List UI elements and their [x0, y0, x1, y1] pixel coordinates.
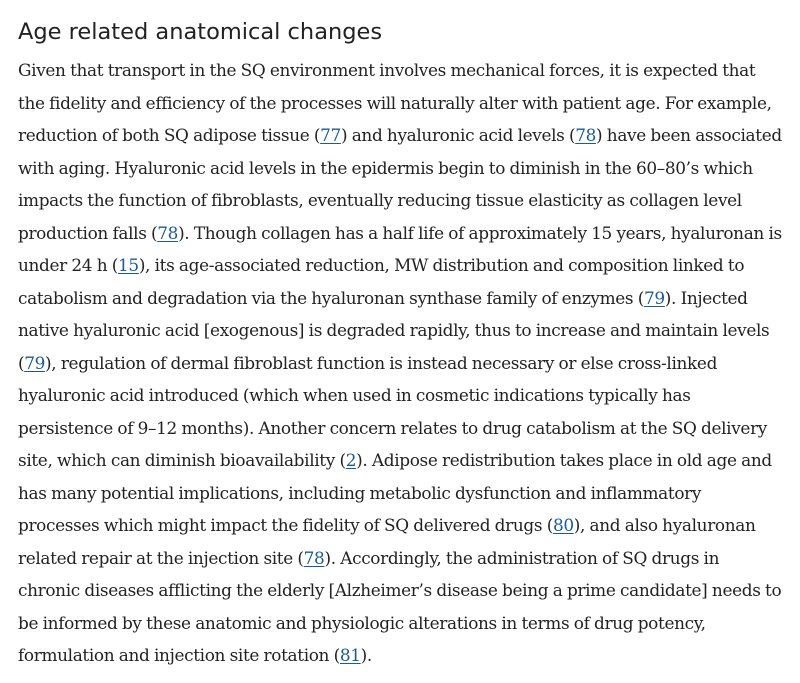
paragraph-text: ). Though collagen has a half life of approximately 15 years, hyaluronan is under 24 h ( — [18, 222, 782, 275]
citation-link-80[interactable]: 80 — [552, 515, 574, 535]
paragraph-text: ), regulation of dermal fibroblast function is instead necessary or else cross-linked hyaluronic acid introduced (which when used in cosmetic indications typically has persistence of 9–12 months). Another concern relates to drug catabolism at the SQ delivery site, which can diminish bioavailability ( — [18, 352, 767, 470]
citation-link-79[interactable]: 79 — [24, 352, 46, 373]
citation-link-78[interactable]: 78 — [157, 222, 179, 243]
citation-link-78[interactable]: 78 — [575, 125, 597, 145]
section-heading: Age related anatomical changes — [18, 19, 383, 45]
paragraph-text: ) and hyaluronic acid levels ( — [340, 125, 576, 145]
paragraph-text: ). Adipose redistribution takes place in old age and has many potential implications, including metabolic dysfunction and inflammatory processes which might impact the fidelity of SQ delivered drugs ( — [18, 450, 772, 535]
citation-link-2[interactable]: 2 — [345, 450, 357, 470]
paragraph-text: ), its age-associated reduction, MW distribution and composition linked to catabolism and degradation via the hyaluronan synthase family of enzymes ( — [18, 255, 745, 308]
citation-link-81[interactable]: 81 — [339, 645, 361, 665]
citation-link-15[interactable]: 15 — [118, 255, 139, 275]
paragraph-text: ). Accordingly, the administration of SQ drugs in chronic diseases afflicting the elderly [Alzheimer’s disease being a prime candidate] needs to be informed by these anatomic and physiologic alterations in terms of drug potency, formulation and injection site rotation ( — [18, 547, 782, 665]
body-paragraph — [18, 54, 782, 672]
paragraph-text: ). Injected native hyaluronic acid [exogenous] is degraded rapidly, thus to increase and maintain levels ( — [18, 287, 770, 373]
paragraph-text: Given that transport in the SQ environment involves mechanical forces, it is expected that the fidelity and efficiency of the processes will naturally alter with patient age. For example, reduction of both SQ adipose tissue ( — [18, 60, 772, 145]
citation-link-78[interactable]: 78 — [303, 547, 325, 568]
paragraph-text: ). — [360, 645, 372, 665]
citation-link-77[interactable]: 77 — [320, 125, 341, 145]
paragraph-text: ) have been associated with aging. Hyaluronic acid levels in the epidermis begin to diminish in the 60–80’s which impacts the function of fibroblasts, eventually reducing tissue elasticity as collagen level production falls ( — [18, 125, 782, 243]
paragraph-text: ), and also hyaluronan related repair at the injection site ( — [18, 515, 756, 568]
citation-link-79[interactable]: 79 — [644, 287, 665, 308]
